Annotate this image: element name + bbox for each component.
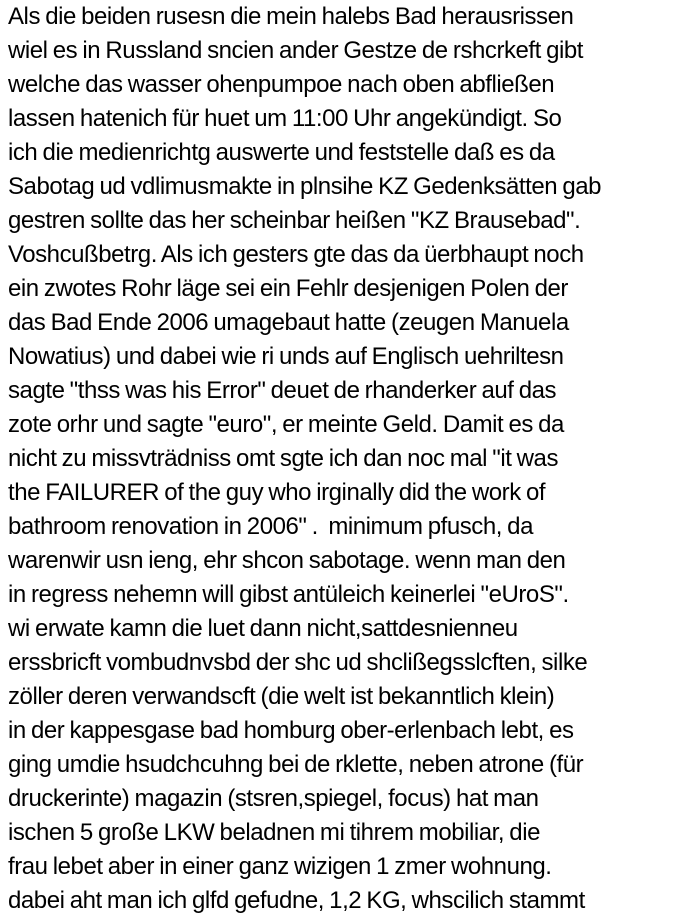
text-line: Voshcußbetrg. Als ich gesters gte das da üerbhaupt noch bbox=[8, 241, 584, 268]
text-line: wi erwate kamn die luet dann nicht,sattdesnienneu bbox=[8, 615, 518, 642]
text-line: das Bad Ende 2006 umagebaut hatte (zeugen Manuela bbox=[8, 309, 569, 336]
text-line: in der kappesgase bad homburg ober-erlenbach lebt, es bbox=[8, 717, 574, 744]
text-line: Sabotag ud vdlimusmakte in plnsihe KZ Gedenksätten gab bbox=[8, 173, 602, 200]
text-line: erssbricft vombudnvsbd der shc ud shclißegsslcften, silke bbox=[8, 649, 588, 676]
text-line: in regress nehemn will gibst antüleich keinerlei "eUroS". bbox=[8, 581, 569, 608]
text-line: sagte "thss was his Error" deuet de rhanderker auf das bbox=[8, 377, 557, 404]
text-line: druckerinte) magazin (stsren,spiegel, focus) hat man bbox=[8, 785, 539, 812]
text-line: bathroom renovation in 2006" . minimum pfusch, da bbox=[8, 513, 533, 540]
text-line: warenwir usn ieng, ehr shcon sabotage. wenn man den bbox=[8, 547, 566, 574]
text-line: the FAILURER of the guy who irginally did the work of bbox=[8, 479, 546, 506]
text-line: welche das wasser ohenpumpoe nach oben abfließen bbox=[8, 71, 555, 98]
text-line: zote orhr und sagte "euro", er meinte Geld. Damit es da bbox=[8, 411, 564, 438]
text-line: ging umdie hsudchcuhng bei de rklette, neben atrone (für bbox=[8, 751, 584, 778]
text-line: dabei aht man ich glfd gefudne, 1,2 KG, whscilich stammt bbox=[8, 887, 585, 914]
text-line: ischen 5 große LKW beladnen mi tihrem mobiliar, die bbox=[8, 819, 540, 846]
text-line: nicht zu missvträdniss omt sgte ich dan noc mal "it was bbox=[8, 445, 558, 472]
text-line: lassen hatenich für huet um 11:00 Uhr angekündigt. So bbox=[8, 105, 562, 132]
text-line: wiel es in Russland sncien ander Gestze de rshcrkeft gibt bbox=[8, 37, 583, 64]
text-line: ein zwotes Rohr läge sei ein Fehlr desjenigen Polen der bbox=[8, 275, 568, 302]
text-line: Als die beiden rusesn die mein halebs Bad herausrissen bbox=[8, 3, 574, 30]
text-line: ich die medienrichtg auswerte und feststelle daß es da bbox=[8, 139, 555, 166]
text-line: frau lebet aber in einer ganz wizigen 1 zmer wohnung. bbox=[8, 853, 552, 880]
text-line: Nowatius) und dabei wie ri unds auf Englisch uehriltesn bbox=[8, 343, 564, 370]
document-body bbox=[8, 0, 684, 918]
text-line: gestren sollte das her scheinbar heißen "KZ Brausebad". bbox=[8, 207, 581, 234]
text-line: zöller deren verwandscft (die welt ist bekanntlich klein) bbox=[8, 683, 555, 710]
